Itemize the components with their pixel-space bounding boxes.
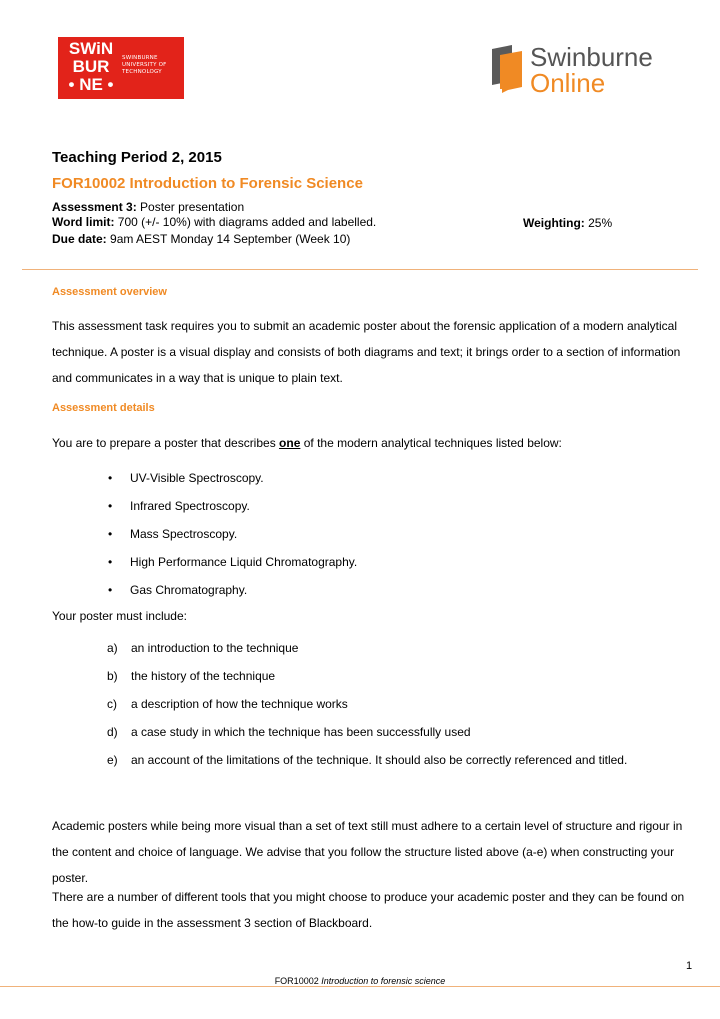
weighting-value: 25% xyxy=(584,216,613,230)
list-item xyxy=(107,641,667,656)
online-chat-icon xyxy=(488,45,524,93)
list-item: • Gas Chromatography. xyxy=(108,579,357,607)
requirements-list xyxy=(107,641,667,781)
requirement-label: b) xyxy=(107,669,118,683)
requirement-label: e) xyxy=(107,753,118,767)
logo-name-line: SWINBURNE xyxy=(122,55,158,61)
requirement-label: d) xyxy=(107,725,118,739)
list-item: • UV-Visible Spectroscopy. xyxy=(108,467,357,495)
swin-logo-mark xyxy=(62,40,120,94)
weighting-line xyxy=(523,216,612,230)
page-number: 1 xyxy=(686,960,693,972)
due-date-value: 9am AEST Monday 14 September (Week 10) xyxy=(106,232,351,246)
requirement-label: c) xyxy=(107,697,117,711)
online-logo-word-online: Online xyxy=(530,68,606,98)
overview-paragraph: This assessment task requires you to submit an academic poster about the forensic application of a modern analytical technique. A poster is a visual display and consists of both diagrams and text; it brings order to a section of information and communicates in a way that is unique to plain text. xyxy=(52,319,681,385)
due-date-line xyxy=(52,232,350,246)
swin-logo-name xyxy=(122,55,167,76)
requirement-text: an introduction to the technique xyxy=(131,641,299,655)
logo-name-line: UNIVERSITY OF xyxy=(122,62,167,68)
page-footer xyxy=(0,976,720,986)
logo-name-line: TECHNOLOGY xyxy=(122,69,162,75)
header-divider xyxy=(22,269,698,270)
assessment-line xyxy=(52,200,244,214)
online-logo-word-swinburne: Swinburne xyxy=(530,42,653,72)
overview-heading: Assessment overview xyxy=(52,286,167,298)
requirement-text: a description of how the technique works xyxy=(131,697,348,711)
swinburne-university-logo xyxy=(58,37,184,99)
details-heading: Assessment details xyxy=(52,402,155,414)
list-item xyxy=(107,697,667,712)
list-item: • Mass Spectroscopy. xyxy=(108,523,357,551)
technique-list xyxy=(108,467,357,607)
list-item: • High Performance Liquid Chromatography. xyxy=(108,551,357,579)
swinburne-online-logo xyxy=(488,42,668,98)
details-intro-after: of the modern analytical techniques listed below: xyxy=(300,436,562,450)
list-item xyxy=(107,725,667,740)
footer-course-code: FOR10002 xyxy=(274,976,322,986)
list-item xyxy=(107,753,667,768)
footer-course-title: Introduction to forensic science xyxy=(321,976,446,986)
requirement-text: a case study in which the technique has been successfully used xyxy=(131,725,471,739)
assessment-label: Assessment 3: xyxy=(52,200,137,214)
weighting-label: Weighting: xyxy=(523,216,585,230)
details-intro-before: You are to prepare a poster that describes xyxy=(52,436,280,450)
must-include-text: Your poster must include: xyxy=(52,609,187,623)
tools-paragraph: There are a number of different tools that you might choose to produce your academic poster and they can be found on the how-to guide in the assessment 3 section of Blackboard. xyxy=(52,890,685,930)
teaching-period-title: Teaching Period 2, 2015 xyxy=(52,149,222,166)
assessment-value: Poster presentation xyxy=(136,200,245,214)
requirement-text: an account of the limitations of the technique. It should also be correctly referenced and titled. xyxy=(131,753,628,767)
requirement-label: a) xyxy=(107,641,118,655)
requirement-text: the history of the technique xyxy=(131,669,276,683)
logo-mark-line: • NE • xyxy=(68,75,114,94)
list-item: • Infrared Spectroscopy. xyxy=(108,495,357,523)
word-limit-label: Word limit: xyxy=(52,215,115,229)
course-title: FOR10002 Introduction to Forensic Science xyxy=(52,175,363,192)
footer-divider xyxy=(0,986,720,987)
logo-mark-line: BUR xyxy=(72,57,110,76)
list-item xyxy=(107,669,667,684)
logo-mark-line: SWiN xyxy=(68,39,114,58)
details-intro-emphasis: one xyxy=(279,436,301,450)
word-limit-line xyxy=(52,215,376,229)
due-date-label: Due date: xyxy=(52,232,107,246)
word-limit-value: 700 (+/- 10%) with diagrams added and labelled. xyxy=(114,215,377,229)
details-intro xyxy=(52,430,692,456)
structure-paragraph: Academic posters while being more visual than a set of text still must adhere to a certain level of structure and rigour in the content and choice of language. We advise that you follow the structure listed above (a-e) when constructing your poster. xyxy=(52,819,683,885)
